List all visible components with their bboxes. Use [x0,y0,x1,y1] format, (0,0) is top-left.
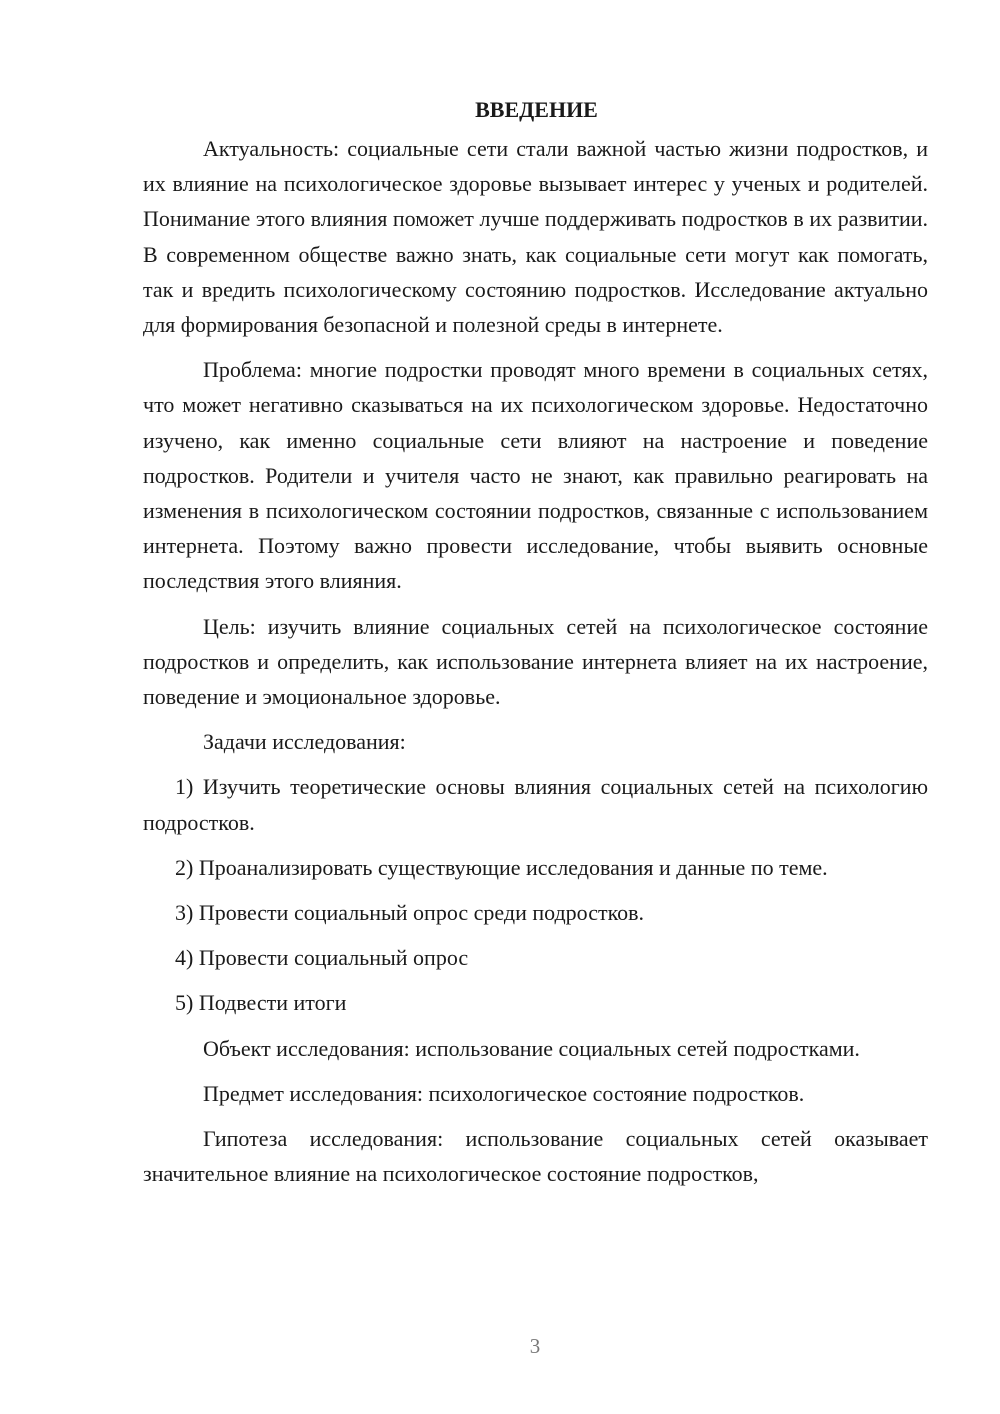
page-number: 3 [529,1334,541,1358]
paragraph-relevance: Актуальность: социальные сети стали важной частью жизни подростков, и их влияние на психологическое здоровье вызывает интерес у ученых и родителей. Понимание этого влияния поможет лучше поддерживать подростков в их развитии. В современном обществе важно знать, как социальные сети могут как помогать, так и вредить психологическому состоянию подростков. Исследование актуально для формирования безопасной и полезной среды в интернете. [143,136,928,338]
paragraph-goal: Цель: изучить влияние социальных сетей на психологическое состояние подростков и определить, как использование интернета влияет на их настроение, поведение и эмоциональное здоровье. [143,613,928,710]
task-item: 1) Изучить теоретические основы влияния социальных сетей на психологию подростков. [143,774,928,835]
task-item: 5) Подвести итоги [175,990,347,1016]
document-page [143,92,928,1201]
paragraph-subject: Предмет исследования: психологическое состояние подростков. [203,1080,805,1106]
paragraph-object: Объект исследования: использование социальных сетей подростками. [203,1035,860,1061]
paragraph-problem: Проблема: многие подростки проводят много времени в социальных сетях, что может негативно сказываться на их психологическом здоровье. Недостаточно изучено, как именно социальные сети влияют на настроение и поведение подростков. Родители и учителя часто не знают, как правильно реагировать на изменения в психологическом состоянии подростков, связанные с использованием интернета. Поэтому важно провести исследование, чтобы выявить основные последствия этого влияния. [143,357,928,594]
paragraph-hypothesis: Гипотеза исследования: использование социальных сетей оказывает значительное влияние на психологическое состояние подростков, [143,1126,928,1187]
task-item: 4) Провести социальный опрос [175,945,469,971]
task-item: 3) Провести социальный опрос среди подростков. [175,900,645,926]
section-heading: ВВЕДЕНИЕ [475,97,598,122]
tasks-heading: Задачи исследования: [203,729,406,755]
task-item: 2) Проанализировать существующие исследования и данные по теме. [175,854,828,880]
